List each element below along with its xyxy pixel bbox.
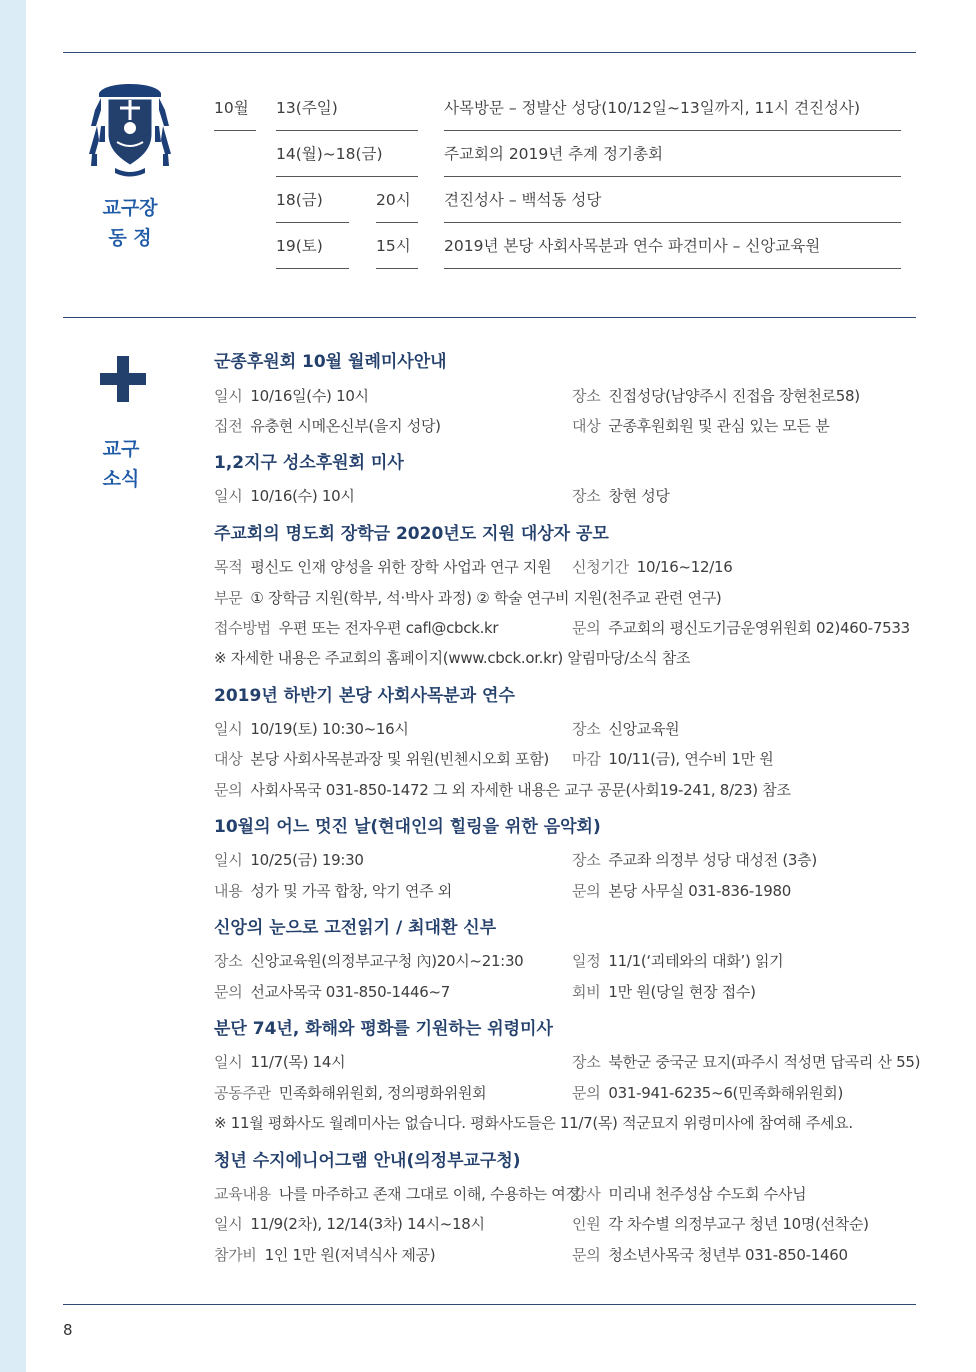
news-line: 문의 031-941-6235~6(민족화해위원회) — [572, 1084, 843, 1102]
row-underline — [376, 268, 418, 269]
news-line: 내용 성가 및 가곡 합창, 악기 연주 외 — [214, 882, 452, 900]
news-line: 회비 1만 원(당일 현장 접수) — [572, 983, 756, 1001]
news-line: 일시 10/16일(수) 10시 — [214, 387, 369, 405]
news-line: 강사 미리내 천주성삼 수도회 수사님 — [572, 1185, 807, 1203]
row-underline — [276, 176, 418, 177]
row-underline — [444, 222, 901, 223]
row-underline — [276, 130, 418, 131]
news-title: 주교회의 명도회 장학금 2020년도 지원 대상자 공모 — [214, 524, 609, 544]
news-line: 문의 청소년사목국 청년부 031-850-1460 — [572, 1246, 848, 1264]
heading-line: 교구장 — [102, 197, 158, 219]
news-line: 마감 10/11(금), 연수비 1만 원 — [572, 750, 774, 768]
news-line: 인원 각 차수별 의정부교구 청년 10명(선착순) — [572, 1215, 869, 1233]
schedule-date: 14(월)~18(금) — [276, 145, 383, 163]
news-line: 장소 신앙교육원(의정부교구청 內)20시~21:30 — [214, 952, 524, 970]
news-line: 목적 평신도 인재 양성을 위한 장학 사업과 연구 지원 — [214, 558, 552, 576]
schedule-date: 18(금) — [276, 191, 323, 209]
row-underline — [444, 268, 901, 269]
news-note: ※ 자세한 내용은 주교회의 홈페이지(www.cbck.or.kr) 알림마당/소식 참조 — [214, 649, 691, 667]
news-line: 일시 11/7(목) 14시 — [214, 1053, 346, 1071]
news-line: 문의 본당 사무실 031-836-1980 — [572, 882, 791, 900]
row-underline — [276, 222, 349, 223]
diocese-news-heading — [90, 434, 152, 494]
news-line: 일정 11/1(‘괴테와의 대화’) 읽기 — [572, 952, 784, 970]
schedule-date: 13(주일) — [276, 99, 338, 117]
news-line: 장소 창현 성당 — [572, 487, 670, 505]
news-line: 문의 선교사목국 031-850-1446~7 — [214, 983, 450, 1001]
news-line: 교육내용 나를 마주하고 존재 그대로 이해, 수용하는 여정 — [214, 1185, 580, 1203]
schedule-time: 20시 — [376, 191, 411, 209]
news-line: 장소 신앙교육원 — [572, 720, 680, 738]
news-line: 부문 ① 장학금 지원(학부, 석·박사 과정) ② 학술 연구비 지원(천주교 관련 연구) — [214, 589, 722, 607]
cross-icon — [100, 356, 146, 402]
news-title: 분단 74년, 화해와 평화를 기원하는 위령미사 — [214, 1019, 553, 1039]
month-underline — [214, 130, 256, 131]
row-underline — [376, 222, 418, 223]
news-title: 신앙의 눈으로 고전읽기 / 최대환 신부 — [214, 918, 497, 938]
news-line: 접수방법 우편 또는 전자우편 cafl@cbck.kr — [214, 619, 499, 637]
schedule-date: 19(토) — [276, 237, 323, 255]
news-title: 1,2지구 성소후원회 미사 — [214, 453, 404, 473]
news-note: ※ 11월 평화사도 월례미사는 없습니다. 평화사도들은 11/7(목) 적군묘지 위령미사에 참여해 주세요. — [214, 1114, 853, 1132]
news-title: 청년 수지에니어그램 안내(의정부교구청) — [214, 1151, 521, 1171]
row-underline — [276, 268, 349, 269]
side-strip — [0, 0, 26, 1372]
top-rule — [63, 52, 916, 53]
news-line: 장소 북한군 중국군 묘지(파주시 적성면 답곡리 산 55) — [572, 1053, 921, 1071]
news-title: 10월의 어느 멋진 날(현대인의 힐링을 위한 음악회) — [214, 817, 601, 837]
bottom-rule — [63, 1304, 916, 1305]
news-line: 문의 주교회의 평신도기금운영위원회 02)460-7533 — [572, 619, 910, 637]
news-line: 대상 본당 사회사목분과장 및 위원(빈첸시오회 포함) — [214, 750, 549, 768]
news-line: 일시 10/25(금) 19:30 — [214, 851, 364, 869]
bishop-coat-of-arms-icon — [87, 80, 173, 180]
news-line: 일시 10/16(수) 10시 — [214, 487, 355, 505]
schedule-month: 10월 — [214, 99, 249, 117]
middle-rule — [63, 317, 916, 318]
news-line: 참가비 1인 1만 원(저녁식사 제공) — [214, 1246, 436, 1264]
news-line: 집전 유충현 시메온신부(을지 성당) — [214, 417, 441, 435]
news-line: 공동주관 민족화해위원회, 정의평화위원회 — [214, 1084, 487, 1102]
schedule-time: 15시 — [376, 237, 411, 255]
schedule-event: 2019년 본당 사회사목분과 연수 파견미사 – 신앙교육원 — [444, 237, 821, 255]
heading-line: 소식 — [102, 468, 140, 490]
news-title: 군종후원회 10월 월례미사안내 — [214, 352, 447, 372]
schedule-event: 견진성사 – 백석동 성당 — [444, 191, 602, 209]
heading-line: 교구 — [102, 438, 140, 460]
schedule-event: 주교회의 2019년 추계 정기총회 — [444, 145, 663, 163]
news-line: 장소 진접성당(남양주시 진접읍 장현천로58) — [572, 387, 860, 405]
schedule-event: 사목방문 – 정발산 성당(10/12일~13일까지, 11시 견진성사) — [444, 99, 861, 117]
row-underline — [444, 176, 901, 177]
news-title: 2019년 하반기 본당 사회사목분과 연수 — [214, 686, 515, 706]
bishop-schedule-heading — [90, 193, 170, 253]
heading-line: 동 정 — [108, 227, 152, 249]
row-underline — [444, 130, 901, 131]
page-number: 8 — [63, 1321, 73, 1339]
news-line: 장소 주교좌 의정부 성당 대성전 (3층) — [572, 851, 817, 869]
news-line: 일시 10/19(토) 10:30~16시 — [214, 720, 409, 738]
news-line: 대상 군종후원회원 및 관심 있는 모든 분 — [572, 417, 830, 435]
news-line: 신청기간 10/16~12/16 — [572, 558, 733, 576]
news-line: 문의 사회사목국 031-850-1472 그 외 자세한 내용은 교구 공문(사회19-241, 8/23) 참조 — [214, 781, 791, 799]
news-line: 일시 11/9(2차), 12/14(3차) 14시~18시 — [214, 1215, 485, 1233]
